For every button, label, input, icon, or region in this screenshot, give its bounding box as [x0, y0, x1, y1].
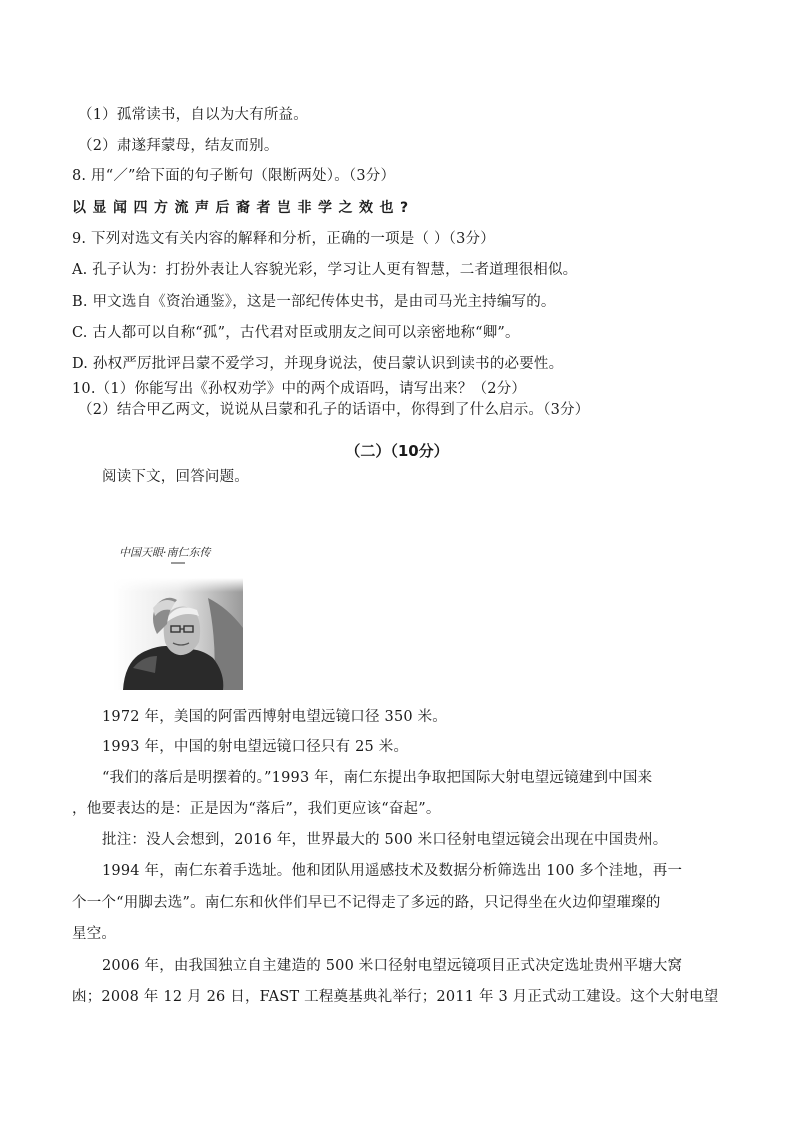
- section-2-title: （二）（10分）: [345, 442, 449, 460]
- paragraph-quote-line-2: ，他要表达的是：正是因为“落后”，我们更应该“奋起”。: [72, 801, 441, 817]
- question-10-part-2: （2）结合甲乙两文，说说从吕蒙和孔子的话语中，你得到了什么启示。（3分）: [78, 402, 590, 418]
- paragraph-1994-line-1: 1994 年，南仁东着手选址。他和团队用遥感技术及数据分析筛选出 100 多个洼地，再一: [102, 863, 683, 879]
- question-8-sentence: 以显闻四方流声后裔者岂非学之效也?: [72, 200, 415, 216]
- paragraph-quote-line-1: “我们的落后是明摆着的。”1993 年，南仁东提出争取把国际大射电望远镜建到中国来: [102, 770, 653, 786]
- cover-author-mark: [171, 562, 185, 564]
- question-9-option-a: A. 孔子认为：打扮外表让人容貌光彩，学习让人更有智慧，二者道理很相似。: [72, 262, 578, 278]
- question-9-option-d: D. 孙权严厉批评吕蒙不爱学习，并现身说法，使吕蒙认识到读书的必要性。: [72, 356, 564, 372]
- section-2-instruction: 阅读下文，回答问题。: [102, 469, 249, 485]
- paragraph-1972: 1972 年，美国的阿雷西博射电望远镜口径 350 米。: [102, 709, 448, 725]
- paragraph-1994-line-2: 个一个“用脚去选”。南仁东和伙伴们早已不记得走了多远的路，只记得坐在火边仰望璀璨的: [72, 895, 661, 911]
- paragraph-1994-line-3: 星空。: [72, 926, 117, 942]
- question-7-item-2: （2）肃遂拜蒙母，结友而别。: [78, 138, 279, 154]
- book-cover-photo: [113, 538, 243, 690]
- annotation-note: 批注：没人会想到，2016 年，世界最大的 500 米口径射电望远镜会出现在中国贵州。: [102, 832, 668, 848]
- book-cover-title: 中国天眼·南仁东传: [119, 546, 211, 559]
- paragraph-2006-line-1: 2006 年，由我国独立自主建造的 500 米口径射电望远镜项目正式决定选址贵州平塘大窝: [102, 958, 683, 974]
- question-7-item-1: （1）孤常读书，自以为大有所益。: [78, 107, 308, 123]
- question-8: 8. 用“／”给下面的句子断句（限断两处）。（3分）: [72, 168, 396, 184]
- question-9-option-c: C. 古人都可以自称“孤”，古代君对臣或朋友之间可以亲密地称“卿”。: [72, 325, 520, 341]
- question-9-option-b: B. 甲文选自《资治通鉴》，这是一部纪传体史书，是由司马光主持编写的。: [72, 294, 556, 310]
- paragraph-1993: 1993 年，中国的射电望远镜口径只有 25 米。: [102, 739, 409, 755]
- question-9: 9. 下列对选文有关内容的解释和分析，正确的一项是（ ）（3分）: [72, 231, 495, 247]
- portrait-illustration: [113, 538, 243, 690]
- paragraph-2006-line-2: 凼；2008 年 12 月 26 日，FAST 工程奠基典礼举行；2011 年 3 月正式动工建设。这个大射电望: [72, 989, 719, 1005]
- question-10-part-1: 10.（1）你能写出《孙权劝学》中的两个成语吗，请写出来？（2分）: [72, 381, 527, 397]
